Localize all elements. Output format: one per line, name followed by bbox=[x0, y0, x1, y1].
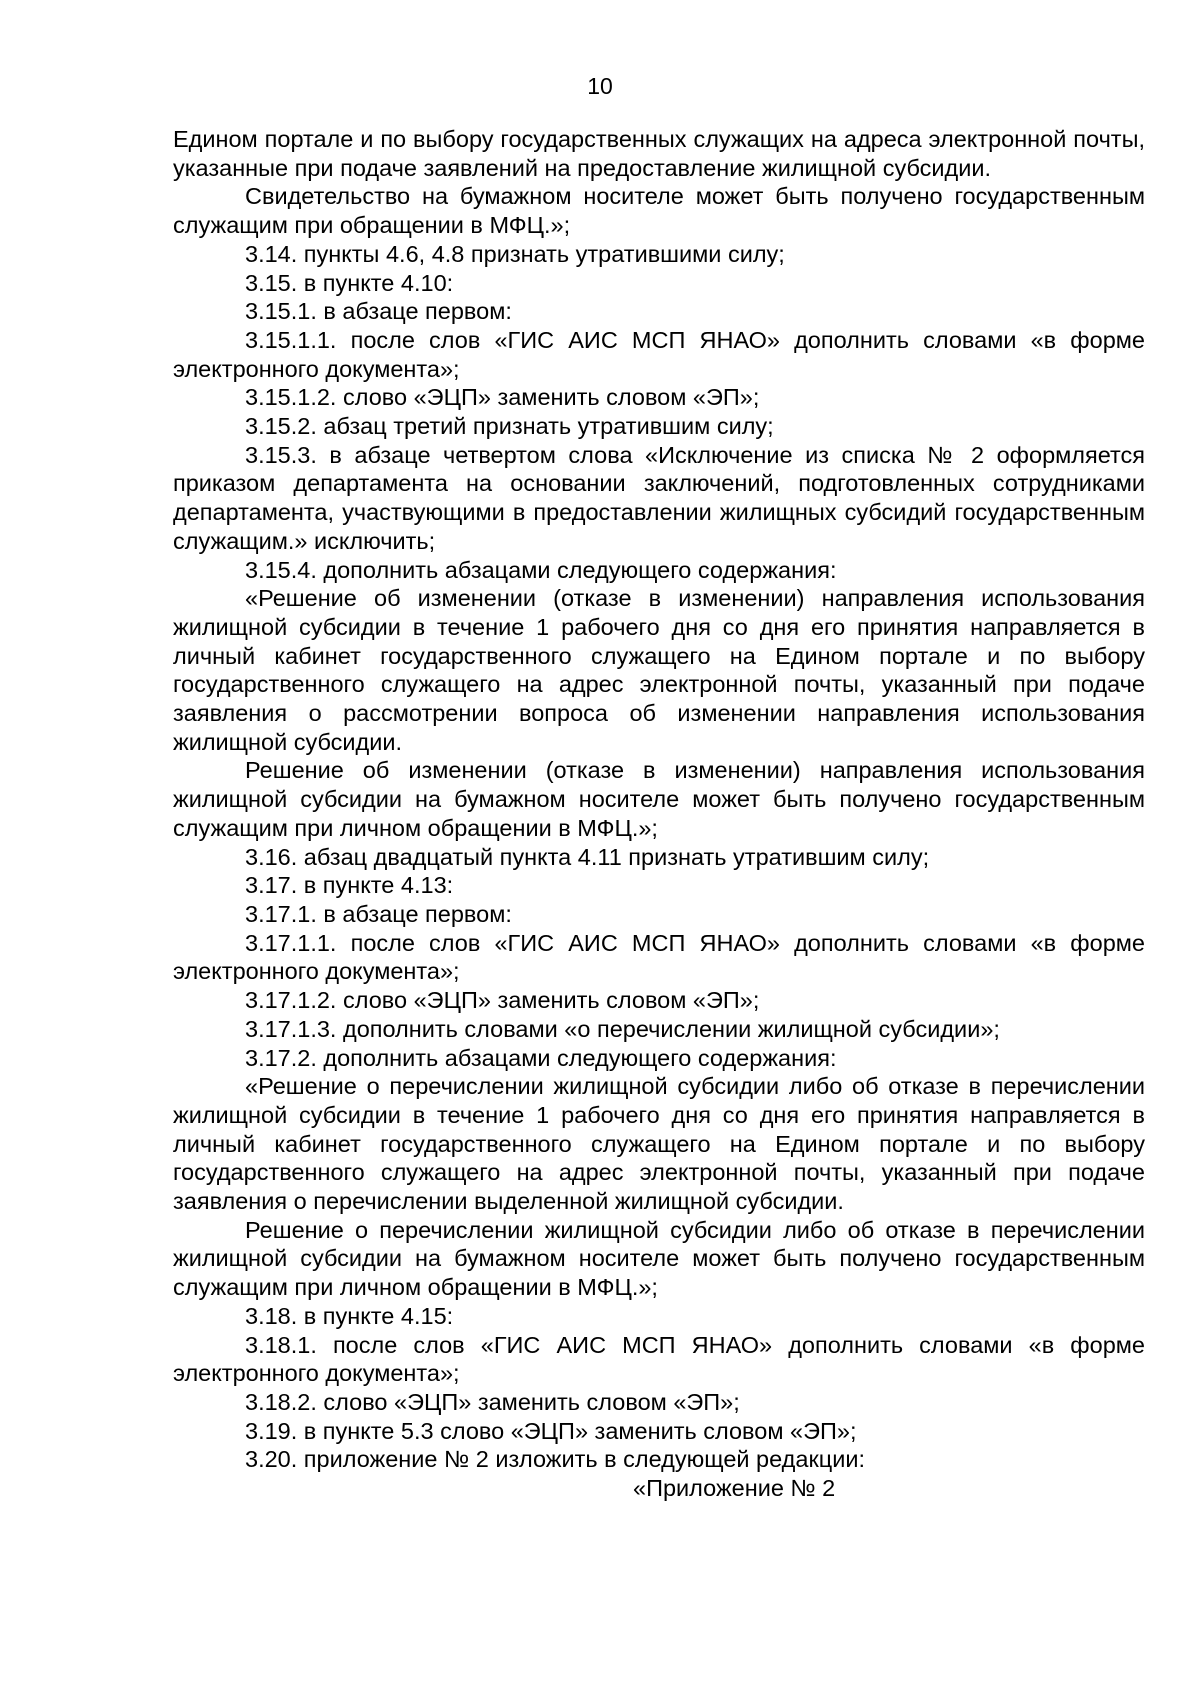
paragraph: 3.17.1. в абзаце первом: bbox=[245, 900, 512, 927]
paragraph: 3.17. в пункте 4.13: bbox=[245, 872, 454, 899]
paragraph: 3.17.1.2. слово «ЭЦП» заменить словом «ЭП»; bbox=[245, 987, 760, 1014]
paragraph: 3.15. в пункте 4.10: bbox=[245, 269, 454, 296]
paragraph: 3.16. абзац двадцатый пункта 4.11 признать утратившим силу; bbox=[245, 843, 930, 870]
paragraph: «Решение о перечислении жилищной субсидии либо об отказе в перечислении жилищной субсидии в течение 1 рабочего дня со дня его принятия направляется в личный кабинет государственного служащего на Едином портале и по выбору государственного служащего на адрес электронной почты, указанный при подаче заявления о перечислении выделенной жилищной субсидии. bbox=[173, 1073, 1145, 1215]
paragraph: 3.15.1.1. после слов «ГИС АИС МСП ЯНАО» дополнить словами «в форме электронного документа»; bbox=[173, 326, 1145, 382]
paragraph: 3.18.1. после слов «ГИС АИС МСП ЯНАО» дополнить словами «в форме электронного документа»; bbox=[173, 1331, 1145, 1387]
paragraph: 3.17.1.1. после слов «ГИС АИС МСП ЯНАО» дополнить словами «в форме электронного документа»; bbox=[173, 929, 1145, 985]
paragraph: 3.18. в пункте 4.15: bbox=[245, 1302, 454, 1329]
paragraph: 3.17.2. дополнить абзацами следующего содержания: bbox=[245, 1044, 837, 1071]
paragraph: 3.19. в пункте 5.3 слово «ЭЦП» заменить словом «ЭП»; bbox=[245, 1417, 857, 1444]
paragraph: 3.18.2. слово «ЭЦП» заменить словом «ЭП»; bbox=[245, 1388, 740, 1415]
paragraph: 3.20. приложение № 2 изложить в следующей редакции: bbox=[245, 1446, 865, 1473]
paragraph: 3.17.1.3. дополнить словами «о перечислении жилищной субсидии»; bbox=[245, 1015, 1000, 1042]
paragraph: Решение о перечислении жилищной субсидии либо об отказе в перечислении жилищной субсидии на бумажном носителе может быть получено государственным служащим при личном обращении в МФЦ.»; bbox=[173, 1216, 1145, 1301]
paragraph: Едином портале и по выбору государственных служащих на адреса электронной почты, указанные при подаче заявлений на предоставление жилищной субсидии. bbox=[173, 126, 1145, 181]
paragraph: 3.15.4. дополнить абзацами следующего содержания: bbox=[245, 556, 837, 583]
appendix-heading: «Приложение № 2 bbox=[633, 1475, 836, 1502]
paragraph: 3.14. пункты 4.6, 4.8 признать утратившими силу; bbox=[245, 240, 785, 267]
paragraph: 3.15.3. в абзаце четвертом слова «Исключение из списка № 2 оформляется приказом департамента на основании заключений, подготовленных сотрудниками департамента, участвующими в предоставлении жилищных субсидий государственным служащим.» исключить; bbox=[173, 441, 1145, 554]
page-number: 10 bbox=[587, 73, 613, 99]
paragraph: 3.15.1. в абзаце первом: bbox=[245, 298, 512, 325]
paragraph: Свидетельство на бумажном носителе может быть получено государственным служащим при обращении в МФЦ.»; bbox=[173, 183, 1145, 239]
paragraph: 3.15.1.2. слово «ЭЦП» заменить словом «ЭП»; bbox=[245, 384, 760, 411]
paragraph: 3.15.2. абзац третий признать утратившим силу; bbox=[245, 413, 774, 440]
document-body bbox=[173, 125, 1145, 1503]
paragraph: «Решение об изменении (отказе в изменении) направления использования жилищной субсидии в течение 1 рабочего дня со дня его принятия направляется в личный кабинет государственного служащего на Едином портале и по выбору государственного служащего на адрес электронной почты, указанный при подаче заявления о рассмотрении вопроса об изменении направления использования жилищной субсидии. bbox=[173, 585, 1145, 755]
paragraph: Решение об изменении (отказе в изменении) направления использования жилищной субсидии на бумажном носителе может быть получено государственным служащим при личном обращении в МФЦ.»; bbox=[173, 757, 1145, 841]
